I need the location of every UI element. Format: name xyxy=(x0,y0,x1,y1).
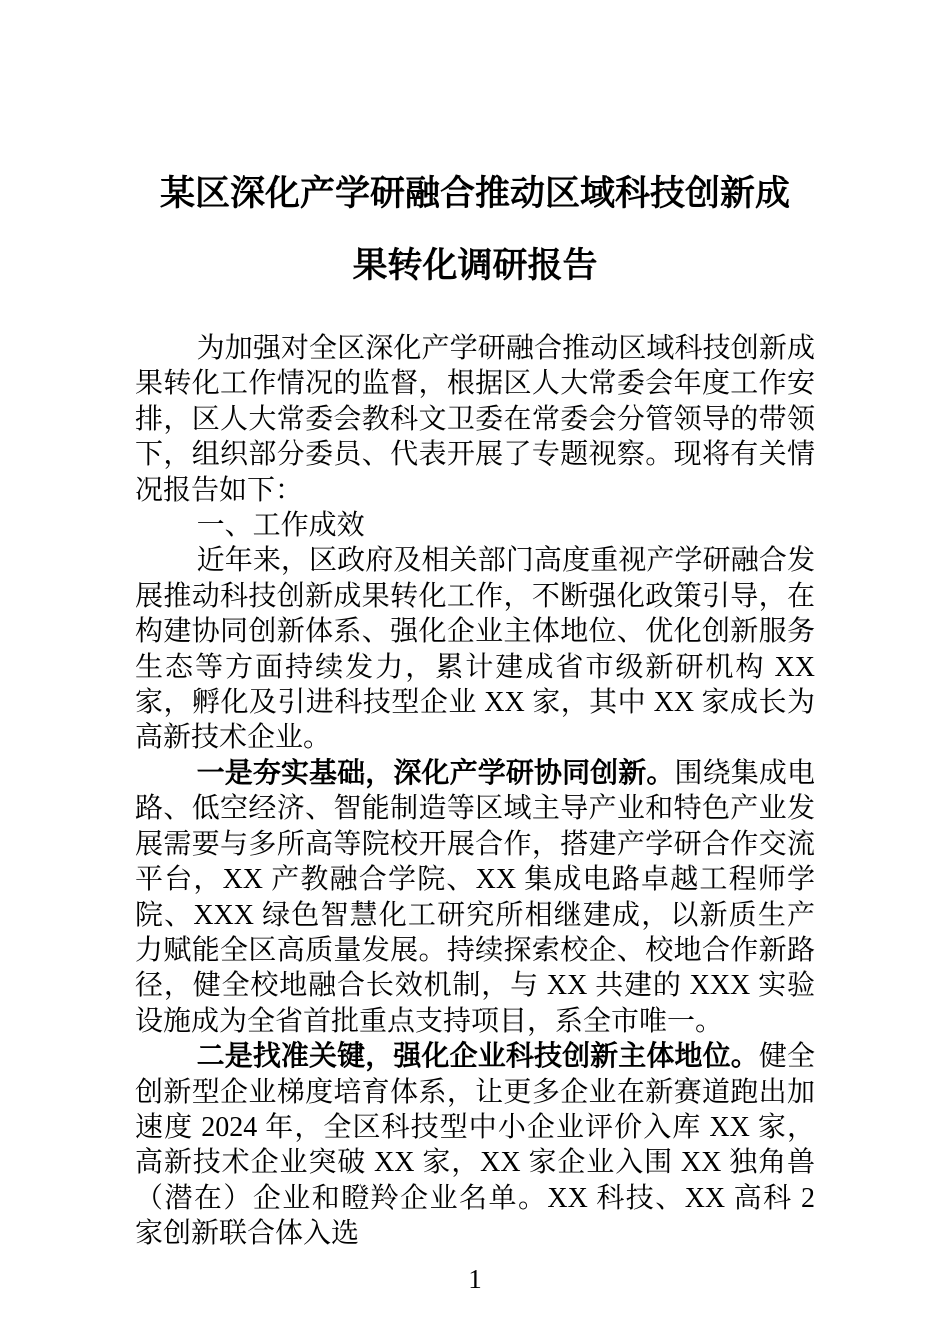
paragraph-point-one xyxy=(135,756,815,1039)
document-title-line-1: 某区深化产学研融合推动区域科技创新成 xyxy=(159,174,790,213)
page-number: 1 xyxy=(468,1263,482,1294)
paragraph-point-one-lead: 一是夯实基础，深化产学研协同创新。 xyxy=(196,757,675,789)
paragraph-achievements-text: 近年来，区政府及相关部门高度重视产学研融合发展推动科技创新成果转化工作，不断强化政策引导，在构建协同创新体系、强化企业主体地位、优化创新服务生态等方面持续发力，累计建成省市级新研机构 XX 家，孵化及引进科技型企业 XX 家，其中 XX 家成长为高新技术企业。 xyxy=(135,545,815,754)
paragraph-achievements-overview xyxy=(135,543,815,755)
paragraph-point-two xyxy=(135,1039,815,1251)
section-heading-work-results xyxy=(135,508,815,543)
section-heading-text: 一、工作成效 xyxy=(196,510,365,542)
paragraph-point-one-text: 围绕集成电路、低空经济、智能制造等区域主导产业和特色产业发展需要与多所高等院校开展合作，搭建产学研合作交流平台，XX 产教融合学院、XX 集成电路卓越工程师学院、XXX 绿色智慧化工研究所相继建成，以新质生产力赋能全区高质量发展。持续探索校企、校地合作新路径，健全校地融合长效机制，与 XX 共建的 XXX 实验设施成为全省首批重点支持项目，系全市唯一。 xyxy=(135,757,815,1037)
document-title xyxy=(135,158,815,302)
paragraph-intro xyxy=(135,331,815,508)
paragraph-point-two-text: 健全创新型企业梯度培育体系，让更多企业在新赛道跑出加速度 2024 年，全区科技型中小企业评价入库 XX 家，高新技术企业突破 XX 家，XX 家企业入围 XX 独角兽（潜在）企业和瞪羚企业名单。XX 科技、XX 高科 2 家创新联合体入选 xyxy=(135,1041,815,1250)
paragraph-intro-text: 为加强对全区深化产学研融合推动区域科技创新成果转化工作情况的监督，根据区人大常委会年度工作安排，区人大常委会教科文卫委在常委会分管领导的带领下，组织部分委员、代表开展了专题视察。现将有关情况报告如下： xyxy=(135,333,815,506)
document-body xyxy=(135,331,815,1252)
document-title-line-2: 果转化调研报告 xyxy=(352,246,598,285)
paragraph-point-two-lead: 二是找准关键，强化企业科技创新主体地位。 xyxy=(196,1041,759,1073)
